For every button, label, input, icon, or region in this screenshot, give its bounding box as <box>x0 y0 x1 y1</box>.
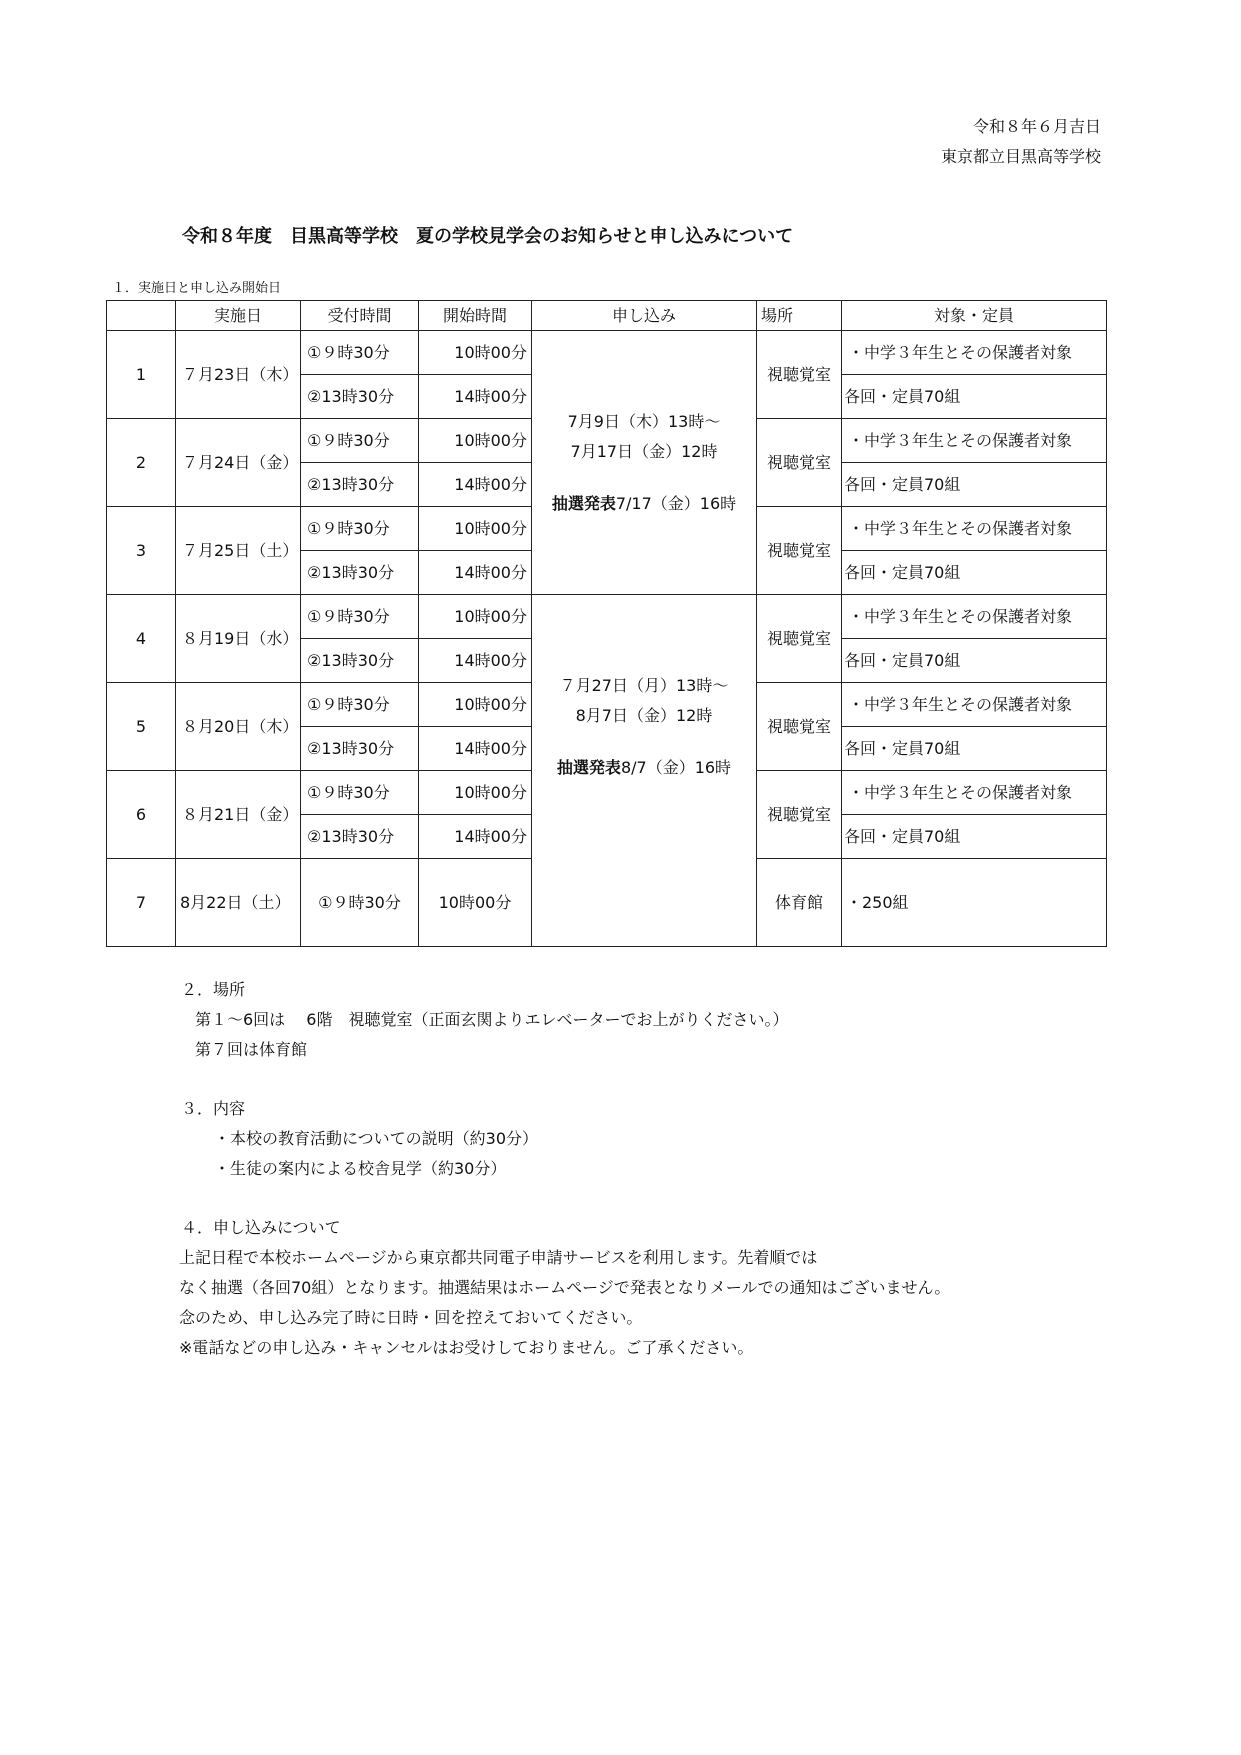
row-place: 視聴覚室 <box>757 419 842 507</box>
row-capacity: 各回・定員70組 <box>842 815 1107 859</box>
issue-date: 令和８年６月吉日 <box>972 117 1101 136</box>
section4-heading: ４．申し込みについて <box>181 1218 341 1237</box>
row-capacity: 各回・定員70組 <box>842 551 1107 595</box>
row-date: ７月25日（土） <box>176 507 301 595</box>
header-application: 申し込み <box>532 301 757 331</box>
header-no <box>107 301 176 331</box>
row-place: 視聴覚室 <box>757 507 842 595</box>
row-number: 6 <box>107 771 176 859</box>
start-time: 10時00分 <box>419 331 532 375</box>
start-time: 14時00分 <box>419 463 532 507</box>
reception-time: ②13時30分 <box>301 551 419 595</box>
row-place: 視聴覚室 <box>757 331 842 419</box>
row-target: ・中学３年生とその保護者対象 <box>842 595 1107 639</box>
table-row <box>107 331 1107 375</box>
lottery-date: 7/17（金）16時 <box>615 493 737 513</box>
section2-line2: 第７回は体育館 <box>195 1040 308 1059</box>
row-capacity: 各回・定員70組 <box>842 375 1107 419</box>
start-time: 14時00分 <box>419 727 532 771</box>
row-target: ・中学３年生とその保護者対象 <box>842 331 1107 375</box>
row-date: ７月23日（木） <box>176 331 301 419</box>
start-time: 10時00分 <box>419 859 532 947</box>
start-time: 14時00分 <box>419 639 532 683</box>
section3-item: ・生徒の案内による校舎見学（約30分） <box>214 1159 507 1178</box>
start-time: 10時00分 <box>419 771 532 815</box>
start-time: 10時00分 <box>419 595 532 639</box>
start-time: 10時00分 <box>419 507 532 551</box>
application-end: 8月7日（金）12時 <box>575 705 713 725</box>
row-date: ７月24日（金） <box>176 419 301 507</box>
reception-time: ①９時30分 <box>301 859 419 947</box>
row-capacity: 各回・定員70組 <box>842 727 1107 771</box>
start-time: 10時00分 <box>419 419 532 463</box>
section2-line1: 第１～6回は 6階 視聴覚室（正面玄関よりエレベーターでお上がりください。） <box>195 1010 789 1029</box>
reception-time: ②13時30分 <box>301 639 419 683</box>
schedule-table <box>106 300 1107 947</box>
row-target: ・中学３年生とその保護者対象 <box>842 419 1107 463</box>
row-date: ８月19日（水） <box>176 595 301 683</box>
header-reception: 受付時間 <box>301 301 419 331</box>
start-time: 14時00分 <box>419 551 532 595</box>
reception-time: ②13時30分 <box>301 815 419 859</box>
section3-item: ・本校の教育活動についての説明（約30分） <box>214 1129 539 1148</box>
lottery-label: 抽選発表 <box>556 757 621 777</box>
reception-time: ②13時30分 <box>301 463 419 507</box>
section2-heading: ２．場所 <box>181 980 246 999</box>
header-target: 対象・定員 <box>842 301 1107 331</box>
row-target: ・250組 <box>842 859 1107 947</box>
row-date: ８月20日（木） <box>176 683 301 771</box>
application-start: ７月27日（月）13時～ <box>559 675 729 695</box>
row-place: 視聴覚室 <box>757 771 842 859</box>
row-number: 3 <box>107 507 176 595</box>
start-time: 14時00分 <box>419 815 532 859</box>
application-end: 7月17日（金）12時 <box>570 441 718 461</box>
header-date: 実施日 <box>176 301 301 331</box>
reception-time: ①９時30分 <box>301 683 419 727</box>
reception-time: ①９時30分 <box>301 507 419 551</box>
application-period-1 <box>532 331 757 595</box>
table-header-row <box>107 301 1107 331</box>
section4-line: 念のため、申し込み完了時に日時・回を控えておいてください。 <box>179 1308 643 1327</box>
row-date: ８月21日（金） <box>176 771 301 859</box>
application-start: 7月9日（木）13時～ <box>567 411 721 431</box>
row-number: 4 <box>107 595 176 683</box>
row-number: 2 <box>107 419 176 507</box>
reception-time: ①９時30分 <box>301 419 419 463</box>
section4-line: 上記日程で本校ホームページから東京都共同電子申請サービスを利用します。先着順では <box>179 1248 818 1267</box>
reception-time: ①９時30分 <box>301 771 419 815</box>
section1-heading: １．実施日と申し込み開始日 <box>112 281 282 296</box>
school-name: 東京都立目黒高等学校 <box>940 147 1101 166</box>
row-target: ・中学３年生とその保護者対象 <box>842 771 1107 815</box>
section4-line: ※電話などの申し込み・キャンセルはお受けしておりません。ご了承ください。 <box>179 1338 754 1357</box>
reception-time: ①９時30分 <box>301 331 419 375</box>
row-target: ・中学３年生とその保護者対象 <box>842 507 1107 551</box>
lottery-label: 抽選発表 <box>551 493 616 513</box>
row-number: 7 <box>107 859 176 947</box>
row-date: 8月22日（土） <box>176 859 301 947</box>
section3-heading: ３．内容 <box>181 1099 246 1118</box>
row-place: 体育館 <box>757 859 842 947</box>
lottery-date: 8/7（金）16時 <box>620 757 732 777</box>
reception-time: ①９時30分 <box>301 595 419 639</box>
row-target: ・中学３年生とその保護者対象 <box>842 683 1107 727</box>
table-row <box>107 595 1107 639</box>
application-period-2 <box>532 595 757 947</box>
start-time: 10時00分 <box>419 683 532 727</box>
header-place: 場所 <box>757 301 842 331</box>
reception-time: ②13時30分 <box>301 727 419 771</box>
row-number: 5 <box>107 683 176 771</box>
row-place: 視聴覚室 <box>757 595 842 683</box>
row-number: 1 <box>107 331 176 419</box>
row-place: 視聴覚室 <box>757 683 842 771</box>
row-capacity: 各回・定員70組 <box>842 463 1107 507</box>
start-time: 14時00分 <box>419 375 532 419</box>
header-start: 開始時間 <box>419 301 532 331</box>
reception-time: ②13時30分 <box>301 375 419 419</box>
row-capacity: 各回・定員70組 <box>842 639 1107 683</box>
section4-line: なく抽選（各回70組）となります。抽選結果はホームページで発表となりメールでの通知はございません。 <box>179 1278 951 1297</box>
document-title: 令和８年度 目黒高等学校 夏の学校見学会のお知らせと申し込みについて <box>182 226 794 247</box>
